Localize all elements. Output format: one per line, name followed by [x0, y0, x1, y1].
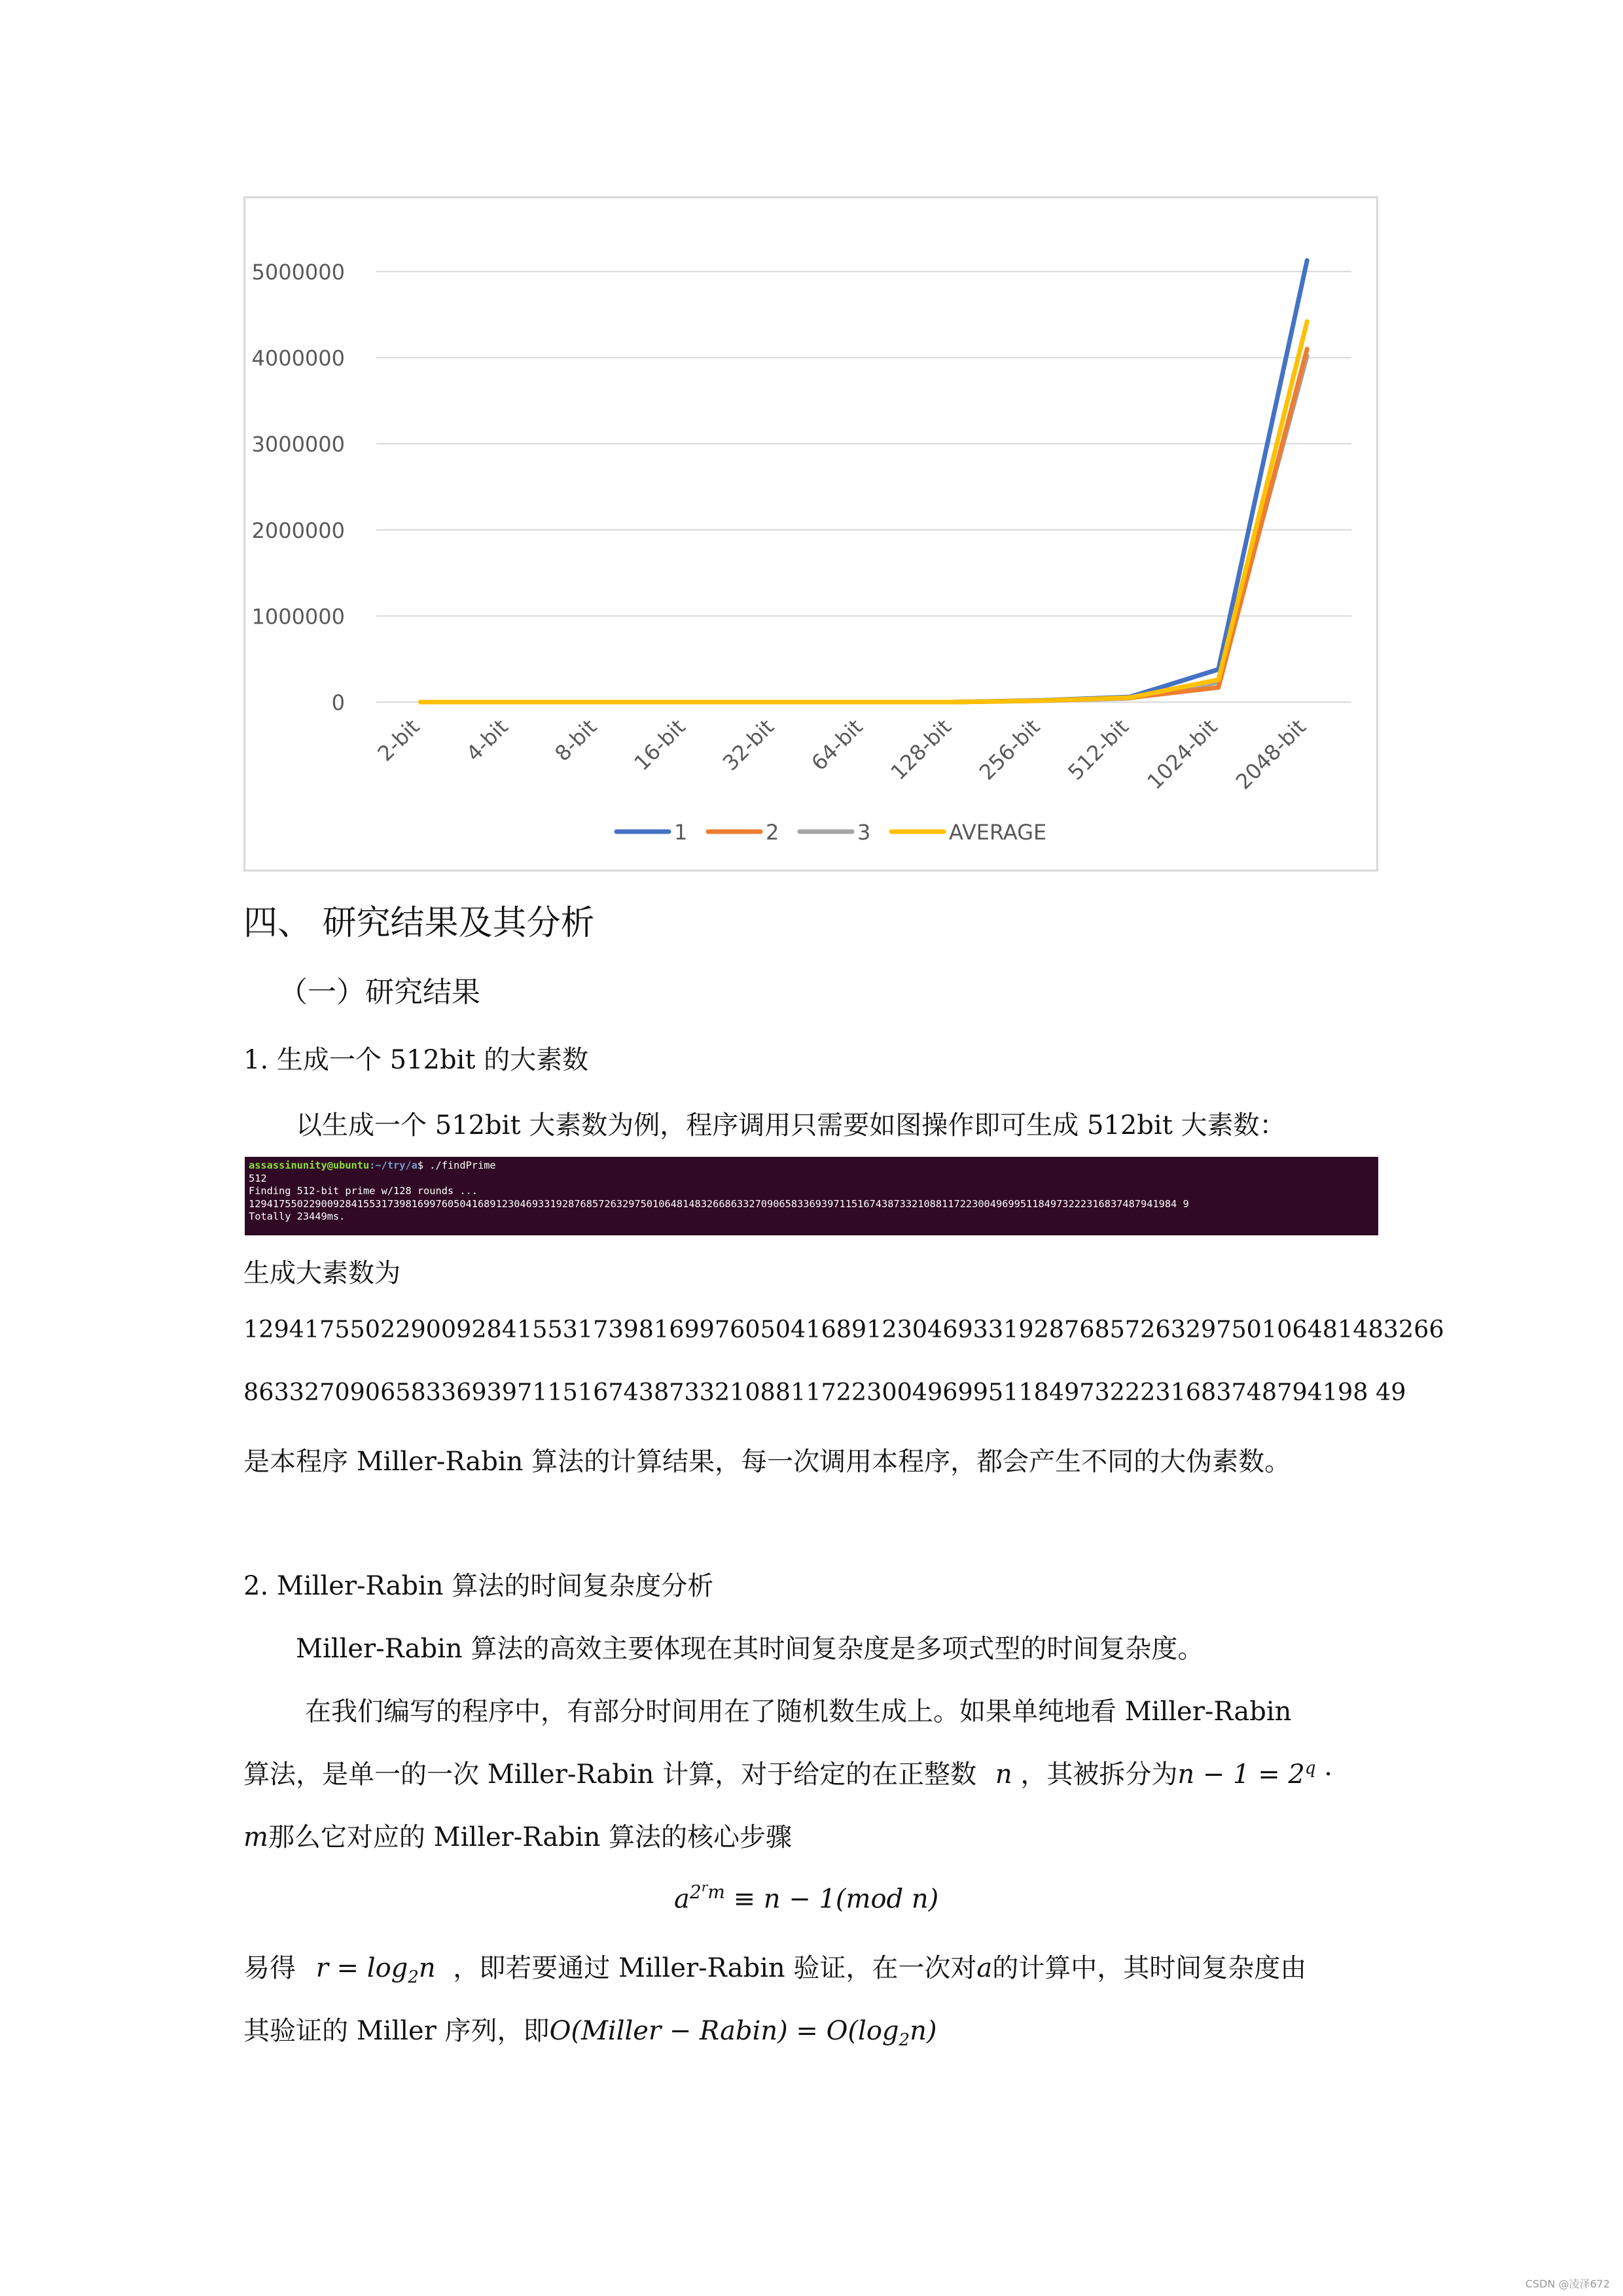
item-1-title: 1. 生成一个 512bit 的大素数 [243, 1045, 589, 1075]
item-2-para-2-line-2: 算法，是单一的一次 Miller-Rabin 计算，对于给定的在正整数 n ，其被拆分为$n - 1 = 2^q$ · [243, 1758, 1332, 1790]
x-tick-label: 512-bit [1063, 714, 1134, 785]
prime-line-2: 86332709065833693971151674387332108811722300496995118497322231683748794198 49 [243, 1378, 1406, 1406]
item-2-para-3-line-2: 其验证的 Miller 序列，即O(Miller − Rabin) = $O(\log_2n)$ [243, 2016, 937, 2050]
chart-frame [243, 196, 1378, 872]
series-line-average [421, 321, 1308, 702]
series-line-3 [421, 356, 1308, 702]
y-tick-label: 3000000 [251, 432, 345, 457]
y-tick-label: 0 [331, 690, 345, 715]
item-2-para-1: Miller-Rabin 算法的高效主要体现在其时间复杂度是多项式型的时间复杂度。 [296, 1634, 1204, 1664]
terminal-line-2: 512 [249, 1172, 267, 1184]
series-line-1 [421, 260, 1308, 702]
y-tick-label: 2000000 [251, 518, 345, 543]
item-2-para-2-line-3: m那么它对应的 Miller-Rabin 算法的核心步骤 [243, 1822, 793, 1852]
x-tick-label: 2048-bit [1230, 714, 1311, 794]
item-2-para-3-line-1: 易得 $r = \log_2n$ ，即若要通过 Miller-Rabin 验证，在一次对a的计算中，其时间复杂度由 [243, 1953, 1307, 1987]
legend-label: 2 [766, 820, 779, 845]
x-tick-label: 256-bit [974, 714, 1045, 785]
x-tick-label: 32-bit [717, 714, 779, 776]
terminal-line-1: assassinunity@ubuntu:~/try/a$ ./findPrime [249, 1159, 496, 1171]
x-tick-label: 8-bit [550, 714, 602, 766]
line-chart [245, 198, 1380, 874]
legend-label: 1 [674, 820, 688, 845]
x-tick-label: 128-bit [885, 714, 957, 785]
x-tick-label: 1024-bit [1142, 714, 1222, 794]
core-formula: $a^{2^rm} \equiv n - 1(mod$ n) [674, 1879, 939, 1915]
section-4-title: 四、 研究结果及其分析 [243, 904, 595, 943]
result-label: 生成大素数为 [243, 1258, 401, 1288]
item-2-title: 2. Miller-Rabin 算法的时间复杂度分析 [243, 1571, 714, 1601]
series-line-2 [421, 349, 1308, 702]
item-1-intro: 以生成一个 512bit 大素数为例，程序调用只需要如图操作即可生成 512bit 大素数： [296, 1110, 1286, 1140]
item-2-para-2-line-1: 在我们编写的程序中，有部分时间用在了随机数生成上。如果单纯地看 Miller-Rabin [305, 1697, 1292, 1727]
x-tick-label: 64-bit [806, 714, 868, 776]
y-tick-label: 5000000 [251, 260, 345, 285]
terminal-line-5: Totally 23449ms. [249, 1210, 346, 1222]
legend-label: 3 [857, 820, 871, 845]
terminal-line-4: 1294175502290092841553173981699760504168912304693319287685726329750106481483266863327090658336939711516743873321088117223004969951184973222316837487941984 9 [249, 1197, 1189, 1210]
legend-label: AVERAGE [949, 820, 1047, 845]
x-tick-label: 4-bit [461, 714, 513, 766]
x-tick-label: 16-bit [629, 714, 690, 776]
x-tick-label: 2-bit [372, 714, 425, 766]
y-tick-label: 4000000 [251, 345, 345, 371]
y-tick-label: 1000000 [251, 604, 345, 629]
subsection-1-title: （一）研究结果 [279, 976, 480, 1009]
prime-line-1: 1294175502290092841553173981699760504168912304693319287685726329750106481483266 [243, 1315, 1444, 1343]
result-note: 是本程序 Miller-Rabin 算法的计算结果，每一次调用本程序，都会产生不同的大伪素数。 [243, 1447, 1291, 1477]
watermark: CSDN @凌泽672 [1525, 2278, 1610, 2290]
terminal-line-3: Finding 512-bit prime w/128 rounds ... [249, 1185, 478, 1197]
terminal-screenshot [245, 1157, 1378, 1235]
